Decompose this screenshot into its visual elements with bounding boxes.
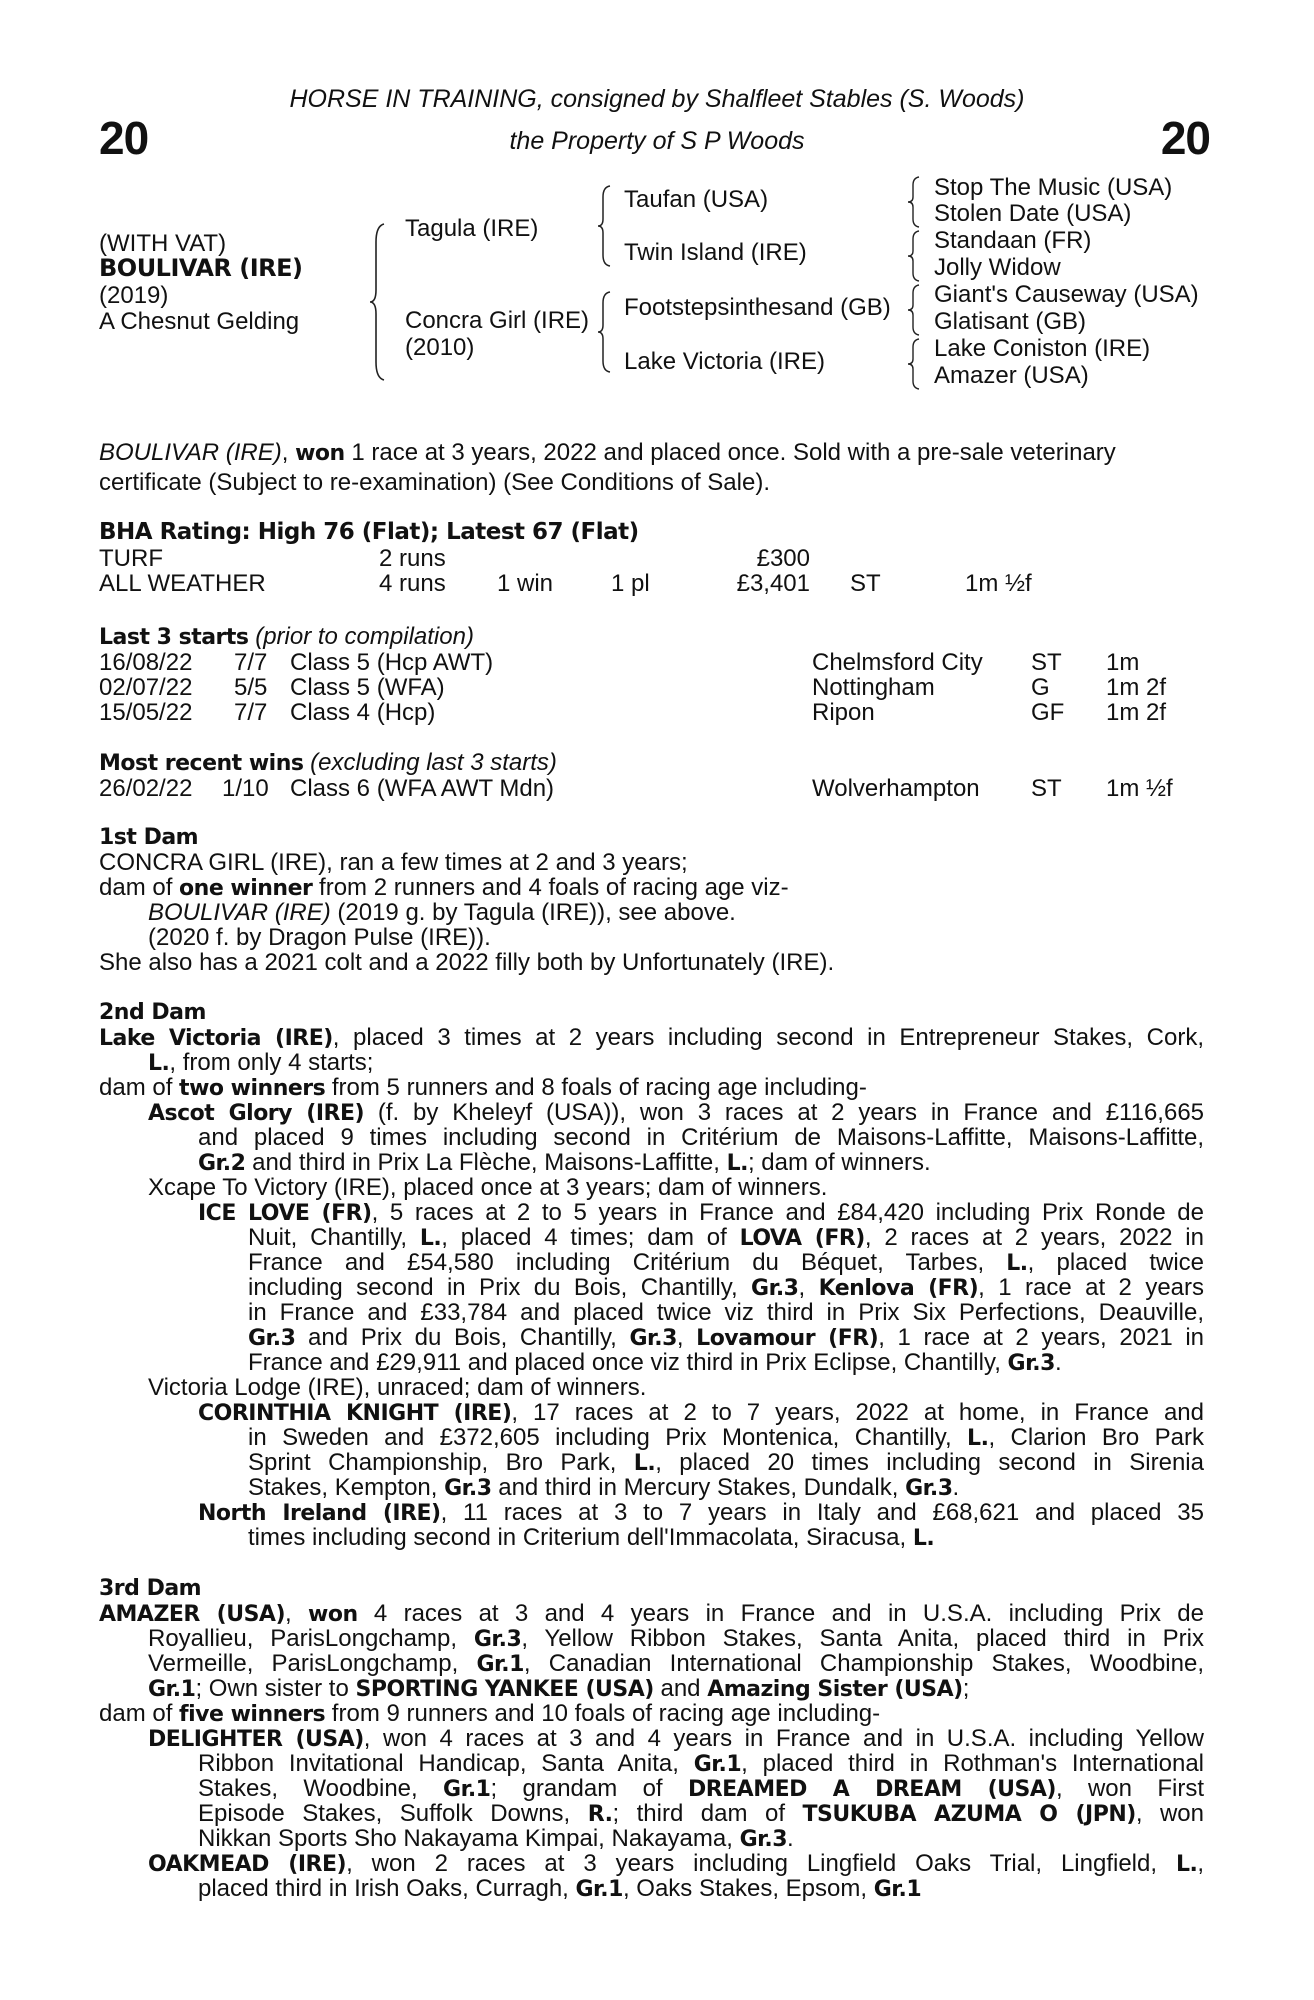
consignor-line: HORSE IN TRAINING, consigned by Shalfleet Stables (S. Woods) xyxy=(289,85,1025,113)
second-dam-line xyxy=(248,1475,959,1501)
grade: Gr.3 xyxy=(473,1627,522,1652)
text: , Canadian International Championship Stakes, Woodbine, xyxy=(523,1650,1205,1677)
text: , won 4 races at 3 and 4 years in France and in U.S.A. including Yellow xyxy=(363,1725,1204,1752)
text: , won 2 races at 3 years including Lingfield Oaks Trial, Lingfield, xyxy=(346,1850,1176,1877)
text: ; dam of winners. xyxy=(747,1149,931,1176)
text: , from only 4 starts; xyxy=(169,1049,374,1076)
start-going: GF xyxy=(1031,699,1065,726)
start-position: 5/5 xyxy=(234,674,268,701)
text: (f. by Kheleyf (USA)), won 3 races at 2 years in France and £116,665 xyxy=(364,1099,1205,1126)
rating-surface: TURF xyxy=(99,545,163,572)
pedigree-brace-main xyxy=(370,222,390,382)
text: and third in Mercury Stakes, Dundalk, xyxy=(491,1474,906,1501)
grade: Gr.3 xyxy=(248,1326,296,1351)
rating-wins: 1 win xyxy=(497,570,554,597)
lot-number-left: 20 xyxy=(99,112,149,164)
progeny-name: ICE LOVE (FR) xyxy=(198,1201,372,1226)
text: ; Own sister to xyxy=(195,1675,356,1702)
pedigree-brace-dam xyxy=(598,291,614,373)
dam-name: AMAZER (USA) xyxy=(99,1602,286,1627)
grade: L. xyxy=(1006,1251,1028,1276)
third-dam-line xyxy=(99,1701,880,1727)
text: dam of xyxy=(99,1700,180,1727)
text: , xyxy=(285,1600,308,1627)
recent-wins-title: Most recent wins xyxy=(99,751,304,776)
progeny-name: Lovamour (FR) xyxy=(696,1326,879,1351)
grade: Gr.1 xyxy=(575,1877,623,1902)
pedigree-g3-3: Standaan (FR) xyxy=(934,227,1092,254)
text: , xyxy=(1197,1850,1204,1877)
pedigree-dam-sire: Footstepsinthesand (GB) xyxy=(624,294,891,321)
grade: L. xyxy=(633,1451,656,1476)
text: , 1 race at 2 years xyxy=(978,1274,1204,1301)
text: and Prix du Bois, Chantilly, xyxy=(295,1324,630,1351)
text: , placed third in Rothman's International xyxy=(741,1750,1205,1777)
pedigree-sire-dam: Twin Island (IRE) xyxy=(624,239,807,266)
text: Vermeille, ParisLongchamp, xyxy=(148,1650,477,1677)
text: ; grandam of xyxy=(490,1775,688,1802)
pedigree-sire: Tagula (IRE) xyxy=(405,215,539,242)
pedigree-g3-5: Giant's Causeway (USA) xyxy=(934,281,1199,308)
progeny-name: Kenlova (FR) xyxy=(818,1276,979,1301)
third-dam-line xyxy=(148,1726,1204,1752)
text: (2019 g. by Tagula (IRE)), see above. xyxy=(330,899,736,926)
grade: Gr.3 xyxy=(444,1476,492,1501)
pedigree-brace-g3-3 xyxy=(908,284,922,336)
text: , 11 races at 3 to 7 years in Italy and £68,621 and placed 35 xyxy=(440,1499,1204,1526)
rating-placed: 1 pl xyxy=(611,570,650,597)
start-position: 7/7 xyxy=(234,649,268,676)
dam-name: Lake Victoria (IRE) xyxy=(99,1026,333,1051)
summary-won: won xyxy=(295,441,345,466)
third-dam-title: 3rd Dam xyxy=(99,1576,202,1601)
second-dam-line xyxy=(248,1425,1204,1451)
text: times including second in Criterium dell'Immacolata, Siracusa, xyxy=(248,1524,913,1551)
rating-runs: 2 runs xyxy=(379,545,446,572)
first-dam-line-5: She also has a 2021 colt and a 2022 filly both by Unfortunately (IRE). xyxy=(99,949,835,976)
second-dam-line xyxy=(248,1325,1204,1351)
text: , Clarion Bro Park xyxy=(988,1424,1204,1451)
second-dam-line xyxy=(198,1400,1204,1426)
text: , placed 20 times including second in Sirenia xyxy=(655,1449,1204,1476)
last-starts-title: Last 3 starts xyxy=(99,625,249,650)
pedigree-g3-6: Glatisant (GB) xyxy=(934,308,1087,335)
text: Nikkan Sports Sho Nakayama Kimpai, Nakayama, xyxy=(198,1825,740,1852)
text: placed third in Irish Oaks, Curragh, xyxy=(198,1875,576,1902)
lot-number-right: 20 xyxy=(1160,112,1210,164)
progeny-name: DELIGHTER (USA) xyxy=(148,1727,364,1752)
text: from 2 runners and 4 foals of racing age viz- xyxy=(312,874,789,901)
text: . xyxy=(787,1825,794,1852)
pedigree-brace-g3-1 xyxy=(908,176,922,228)
win-going: ST xyxy=(1031,775,1062,802)
text: Stakes, Woodbine, xyxy=(198,1775,444,1802)
pedigree-g3-2: Stolen Date (USA) xyxy=(934,200,1132,227)
rating-runs: 4 runs xyxy=(379,570,446,597)
recent-wins-subtitle: (excluding last 3 starts) xyxy=(310,749,557,776)
grade: L. xyxy=(967,1426,989,1451)
progeny-name: North Ireland (IRE) xyxy=(198,1501,441,1526)
text: . xyxy=(952,1474,960,1501)
text: and third in Prix La Flèche, Maisons-Laffitte, xyxy=(245,1149,727,1176)
start-distance: 1m 2f xyxy=(1106,674,1167,701)
start-race: Class 4 (Hcp) xyxy=(290,699,436,726)
grade: Gr.3 xyxy=(1007,1351,1055,1376)
summary-line-1: BOULIVAR (IRE), won 1 race at 3 years, 2022 and placed once. Sold with a pre-sale veterinary xyxy=(99,439,1116,466)
second-dam-line xyxy=(198,1125,1204,1150)
pedigree-brace-g3-2 xyxy=(908,230,922,282)
third-dam-line xyxy=(198,1751,1204,1777)
pedigree-brace-sire xyxy=(598,185,614,267)
bha-rating-title: BHA Rating: High 76 (Flat); Latest 67 (Flat) xyxy=(99,519,639,545)
second-dam-line xyxy=(99,1075,867,1101)
text: Nuit, Chantilly, xyxy=(248,1224,420,1251)
second-dam-line xyxy=(99,1025,1204,1051)
relative-name: Amazing Sister (USA) xyxy=(707,1677,963,1702)
first-dam-line-2 xyxy=(99,875,789,901)
text: and placed 9 times including second in Critérium de Maisons-Laffitte, Maisons-Laffitte, xyxy=(198,1124,1204,1151)
third-dam-line xyxy=(148,1851,1204,1877)
text: Episode Stakes, Suffolk Downs, xyxy=(198,1800,588,1827)
pedigree-g3-4: Jolly Widow xyxy=(934,254,1061,281)
text: Royallieu, ParisLongchamp, xyxy=(148,1625,474,1652)
grade: Gr.3 xyxy=(751,1276,799,1301)
bold-text: five winners xyxy=(179,1702,326,1727)
text: in Sweden and £372,605 including Prix Montenica, Chantilly, xyxy=(248,1424,968,1451)
pedigree-dam-dam: Lake Victoria (IRE) xyxy=(624,348,825,375)
bold-text: won xyxy=(308,1602,358,1627)
progeny-name: LOVA (FR) xyxy=(739,1226,865,1251)
text: ; xyxy=(962,1675,970,1702)
text: , Oaks Stakes, Epsom, xyxy=(622,1875,874,1902)
text: , xyxy=(798,1274,819,1301)
grade: L. xyxy=(726,1151,748,1176)
text: , xyxy=(676,1324,697,1351)
start-going: G xyxy=(1031,674,1050,701)
start-position: 7/7 xyxy=(234,699,268,726)
start-course: Chelmsford City xyxy=(812,649,983,676)
last-starts-subtitle: (prior to compilation) xyxy=(255,623,474,650)
text: , placed 4 times; dam of xyxy=(441,1224,740,1251)
grade: Gr.1 xyxy=(693,1752,742,1777)
text: dam of xyxy=(99,1074,180,1101)
horse-description: A Chesnut Gelding xyxy=(99,308,300,335)
grade: L. xyxy=(419,1226,442,1251)
third-dam-line xyxy=(198,1826,794,1852)
grade: Gr.3 xyxy=(905,1476,953,1501)
first-dam-progeny-1 xyxy=(148,900,736,925)
summary-line-2: certificate (Subject to re-examination) (See Conditions of Sale). xyxy=(99,469,770,496)
text: Sprint Championship, Bro Park, xyxy=(248,1449,634,1476)
rating-surface: ALL WEATHER xyxy=(99,570,266,597)
text: , 5 races at 2 to 5 years in France and £84,420 including Prix Ronde de xyxy=(371,1199,1205,1226)
bold-text: one winner xyxy=(179,876,313,901)
second-dam-line: Xcape To Victory (IRE), placed once at 3 years; dam of winners. xyxy=(148,1174,828,1201)
text: , won First xyxy=(1055,1775,1205,1802)
win-date: 26/02/22 xyxy=(99,775,193,802)
second-dam-line xyxy=(248,1225,1204,1251)
text: dam of xyxy=(99,874,180,901)
pedigree-sire-sire: Taufan (USA) xyxy=(624,186,769,213)
win-race: Class 6 (WFA AWT Mdn) xyxy=(290,775,555,802)
text: , Yellow Ribbon Stakes, Santa Anita, placed third in Prix xyxy=(521,1625,1204,1652)
pedigree-dam-year: (2010) xyxy=(405,334,475,361)
grade: L. xyxy=(1175,1852,1198,1877)
third-dam-line xyxy=(148,1651,1204,1677)
second-dam-line xyxy=(248,1350,1062,1376)
rating-going: ST xyxy=(850,570,881,597)
vat-note: (WITH VAT) xyxy=(99,230,227,257)
second-dam-title: 2nd Dam xyxy=(99,1000,206,1025)
relative-name: DREAMED A DREAM (USA) xyxy=(687,1777,1056,1802)
rating-prize: £3,401 xyxy=(736,570,810,597)
grade: Gr.2 xyxy=(198,1151,246,1176)
text: France and £54,580 including Critérium du Béquet, Tarbes, xyxy=(248,1249,1007,1276)
second-dam-line xyxy=(148,1100,1204,1126)
text: , won xyxy=(1135,1800,1205,1827)
third-dam-line xyxy=(198,1801,1204,1827)
first-dam-line-1: CONCRA GIRL (IRE), ran a few times at 2 and 3 years; xyxy=(99,849,688,876)
pedigree-g3-1: Stop The Music (USA) xyxy=(934,174,1173,201)
grade: Gr.1 xyxy=(476,1652,524,1677)
horse-year: (2019) xyxy=(99,282,169,309)
text: Ribbon Invitational Handicap, Santa Anita, xyxy=(198,1750,694,1777)
text: . xyxy=(1054,1349,1062,1376)
summary-horse-name: BOULIVAR (IRE) xyxy=(99,439,282,466)
third-dam-line xyxy=(148,1676,969,1702)
summary-text-1: 1 race at 3 years, 2022 and placed once. Sold with a pre-sale veterinary xyxy=(344,439,1116,466)
start-race: Class 5 (WFA) xyxy=(290,674,445,701)
listed-grade: L. xyxy=(148,1051,170,1076)
rating-prize: £300 xyxy=(756,545,810,572)
text: ; third dam of xyxy=(612,1800,803,1827)
rating-distance: 1m ½f xyxy=(965,570,1032,597)
pedigree-brace-g3-4 xyxy=(908,338,922,390)
win-position: 1/10 xyxy=(222,775,269,802)
second-dam-line xyxy=(148,1050,373,1076)
second-dam-line xyxy=(248,1300,1204,1325)
third-dam-line xyxy=(99,1601,1204,1627)
start-date: 16/08/22 xyxy=(99,649,193,676)
text: including second in Prix du Bois, Chantilly, xyxy=(248,1274,752,1301)
start-date: 15/05/22 xyxy=(99,699,193,726)
relative-name: SPORTING YANKEE (USA) xyxy=(355,1677,654,1702)
start-course: Nottingham xyxy=(812,674,935,701)
second-dam-line xyxy=(248,1525,934,1551)
text: in France and £33,784 and placed twice viz third in Prix Six Perfections, Deauville, xyxy=(248,1299,1204,1326)
grade: Gr.1 xyxy=(148,1677,196,1702)
start-date: 02/07/22 xyxy=(99,674,193,701)
grade: Gr.3 xyxy=(739,1827,787,1852)
property-line: the Property of S P Woods xyxy=(509,127,805,155)
first-dam-progeny-2: (2020 f. by Dragon Pulse (IRE)). xyxy=(148,924,491,951)
text: , 17 races at 2 to 7 years, 2022 at home, in France and xyxy=(511,1399,1204,1426)
grade: Gr.3 xyxy=(629,1326,677,1351)
text: and xyxy=(653,1675,708,1702)
second-dam-line xyxy=(248,1450,1204,1476)
grade: L. xyxy=(912,1526,935,1551)
third-dam-line xyxy=(198,1876,921,1902)
win-course: Wolverhampton xyxy=(812,775,980,802)
recent-wins-heading xyxy=(99,750,557,776)
second-dam-line xyxy=(248,1250,1204,1276)
pedigree-dam: Concra Girl (IRE) xyxy=(405,307,590,334)
last-starts-heading xyxy=(99,624,474,650)
first-dam-title: 1st Dam xyxy=(99,825,199,850)
text: , placed 3 times at 2 years including second in Entrepreneur Stakes, Cork, xyxy=(332,1024,1204,1051)
text: France and £29,911 and placed once viz third in Prix Eclipse, Chantilly, xyxy=(248,1349,1008,1376)
text: , 2 races at 2 years, 2022 in xyxy=(864,1224,1204,1251)
start-going: ST xyxy=(1031,649,1062,676)
progeny-name: Ascot Glory (IRE) xyxy=(148,1101,365,1126)
start-distance: 1m xyxy=(1106,649,1140,676)
progeny-name: CORINTHIA KNIGHT (IRE) xyxy=(198,1401,512,1426)
grade: Gr.1 xyxy=(443,1777,491,1802)
grade: Gr.1 xyxy=(873,1877,922,1902)
progeny-name: BOULIVAR (IRE) xyxy=(148,899,331,926)
horse-name: BOULIVAR (IRE) xyxy=(99,254,303,282)
start-distance: 1m 2f xyxy=(1106,699,1167,726)
third-dam-line xyxy=(198,1776,1204,1802)
win-distance: 1m ½f xyxy=(1106,775,1173,802)
progeny-name: OAKMEAD (IRE) xyxy=(148,1852,347,1877)
second-dam-line xyxy=(198,1500,1204,1526)
text: 4 races at 3 and 4 years in France and in U.S.A. including Prix de xyxy=(357,1600,1204,1627)
third-dam-line xyxy=(148,1626,1204,1652)
second-dam-line xyxy=(198,1200,1204,1226)
relative-name: TSUKUBA AZUMA O (JPN) xyxy=(802,1802,1136,1827)
start-course: Ripon xyxy=(812,699,875,726)
pedigree-g3-7: Lake Coniston (IRE) xyxy=(934,335,1151,362)
text: Stakes, Kempton, xyxy=(248,1474,445,1501)
text: from 5 runners and 8 foals of racing age including- xyxy=(325,1074,867,1101)
start-race: Class 5 (Hcp AWT) xyxy=(290,649,494,676)
text: from 9 runners and 10 foals of racing age including- xyxy=(325,1700,881,1727)
second-dam-line xyxy=(248,1275,1204,1301)
text: , 1 race at 2 years, 2021 in xyxy=(878,1324,1205,1351)
pedigree-g3-8: Amazer (USA) xyxy=(934,362,1089,389)
bold-text: two winners xyxy=(179,1076,326,1101)
text: , placed twice xyxy=(1027,1249,1204,1276)
second-dam-line: Victoria Lodge (IRE), unraced; dam of winners. xyxy=(148,1374,647,1401)
second-dam-line xyxy=(198,1150,931,1176)
grade: R. xyxy=(587,1802,613,1827)
